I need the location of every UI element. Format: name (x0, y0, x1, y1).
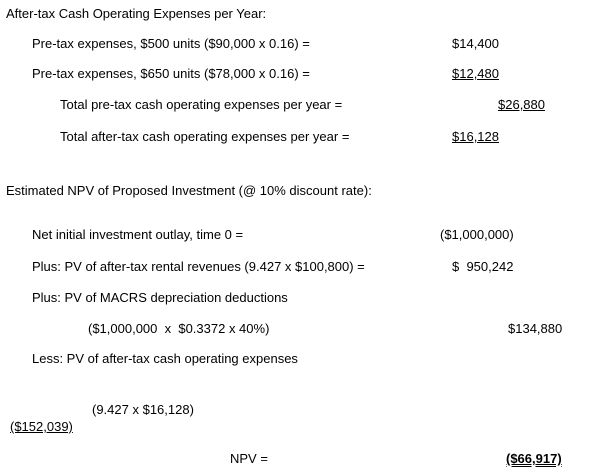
opex-calc: (9.427 x $16,128) (92, 402, 194, 417)
npv-label: NPV = (230, 451, 268, 466)
pretax-500-value: $14,400 (452, 36, 499, 51)
rental-value: $ 950,242 (452, 259, 514, 274)
section1-heading: After-tax Cash Operating Expenses per Year: (6, 6, 267, 21)
macrs-value: $134,880 (508, 321, 563, 336)
total-pretax-label: Total pre-tax cash operating expenses per year = (60, 97, 343, 112)
section2-heading: Estimated NPV of Proposed Investment (@ 10% discount rate): (6, 183, 372, 198)
opex-value: ($152,039) (10, 419, 73, 434)
total-pretax-value: $26,880 (498, 97, 545, 112)
macrs-calc: ($1,000,000 x $0.3372 x 40%) (88, 321, 270, 336)
macrs-label: Plus: PV of MACRS depreciation deductions (32, 290, 288, 305)
pretax-650-label: Pre-tax expenses, $650 units ($78,000 x 0.16) = (32, 66, 310, 81)
pretax-500-label: Pre-tax expenses, $500 units ($90,000 x 0.16) = (32, 36, 310, 51)
npv-value: ($66,917) (506, 451, 562, 466)
opex-label: Less: PV of after-tax cash operating expenses (32, 351, 298, 366)
rental-label: Plus: PV of after-tax rental revenues (9.427 x $100,800) = (32, 259, 365, 274)
outlay-value: ($1,000,000) (440, 227, 514, 242)
outlay-label: Net initial investment outlay, time 0 = (32, 227, 244, 242)
total-aftertax-label: Total after-tax cash operating expenses per year = (60, 129, 350, 144)
pretax-650-value: $12,480 (452, 66, 499, 81)
total-aftertax-value: $16,128 (452, 129, 499, 144)
